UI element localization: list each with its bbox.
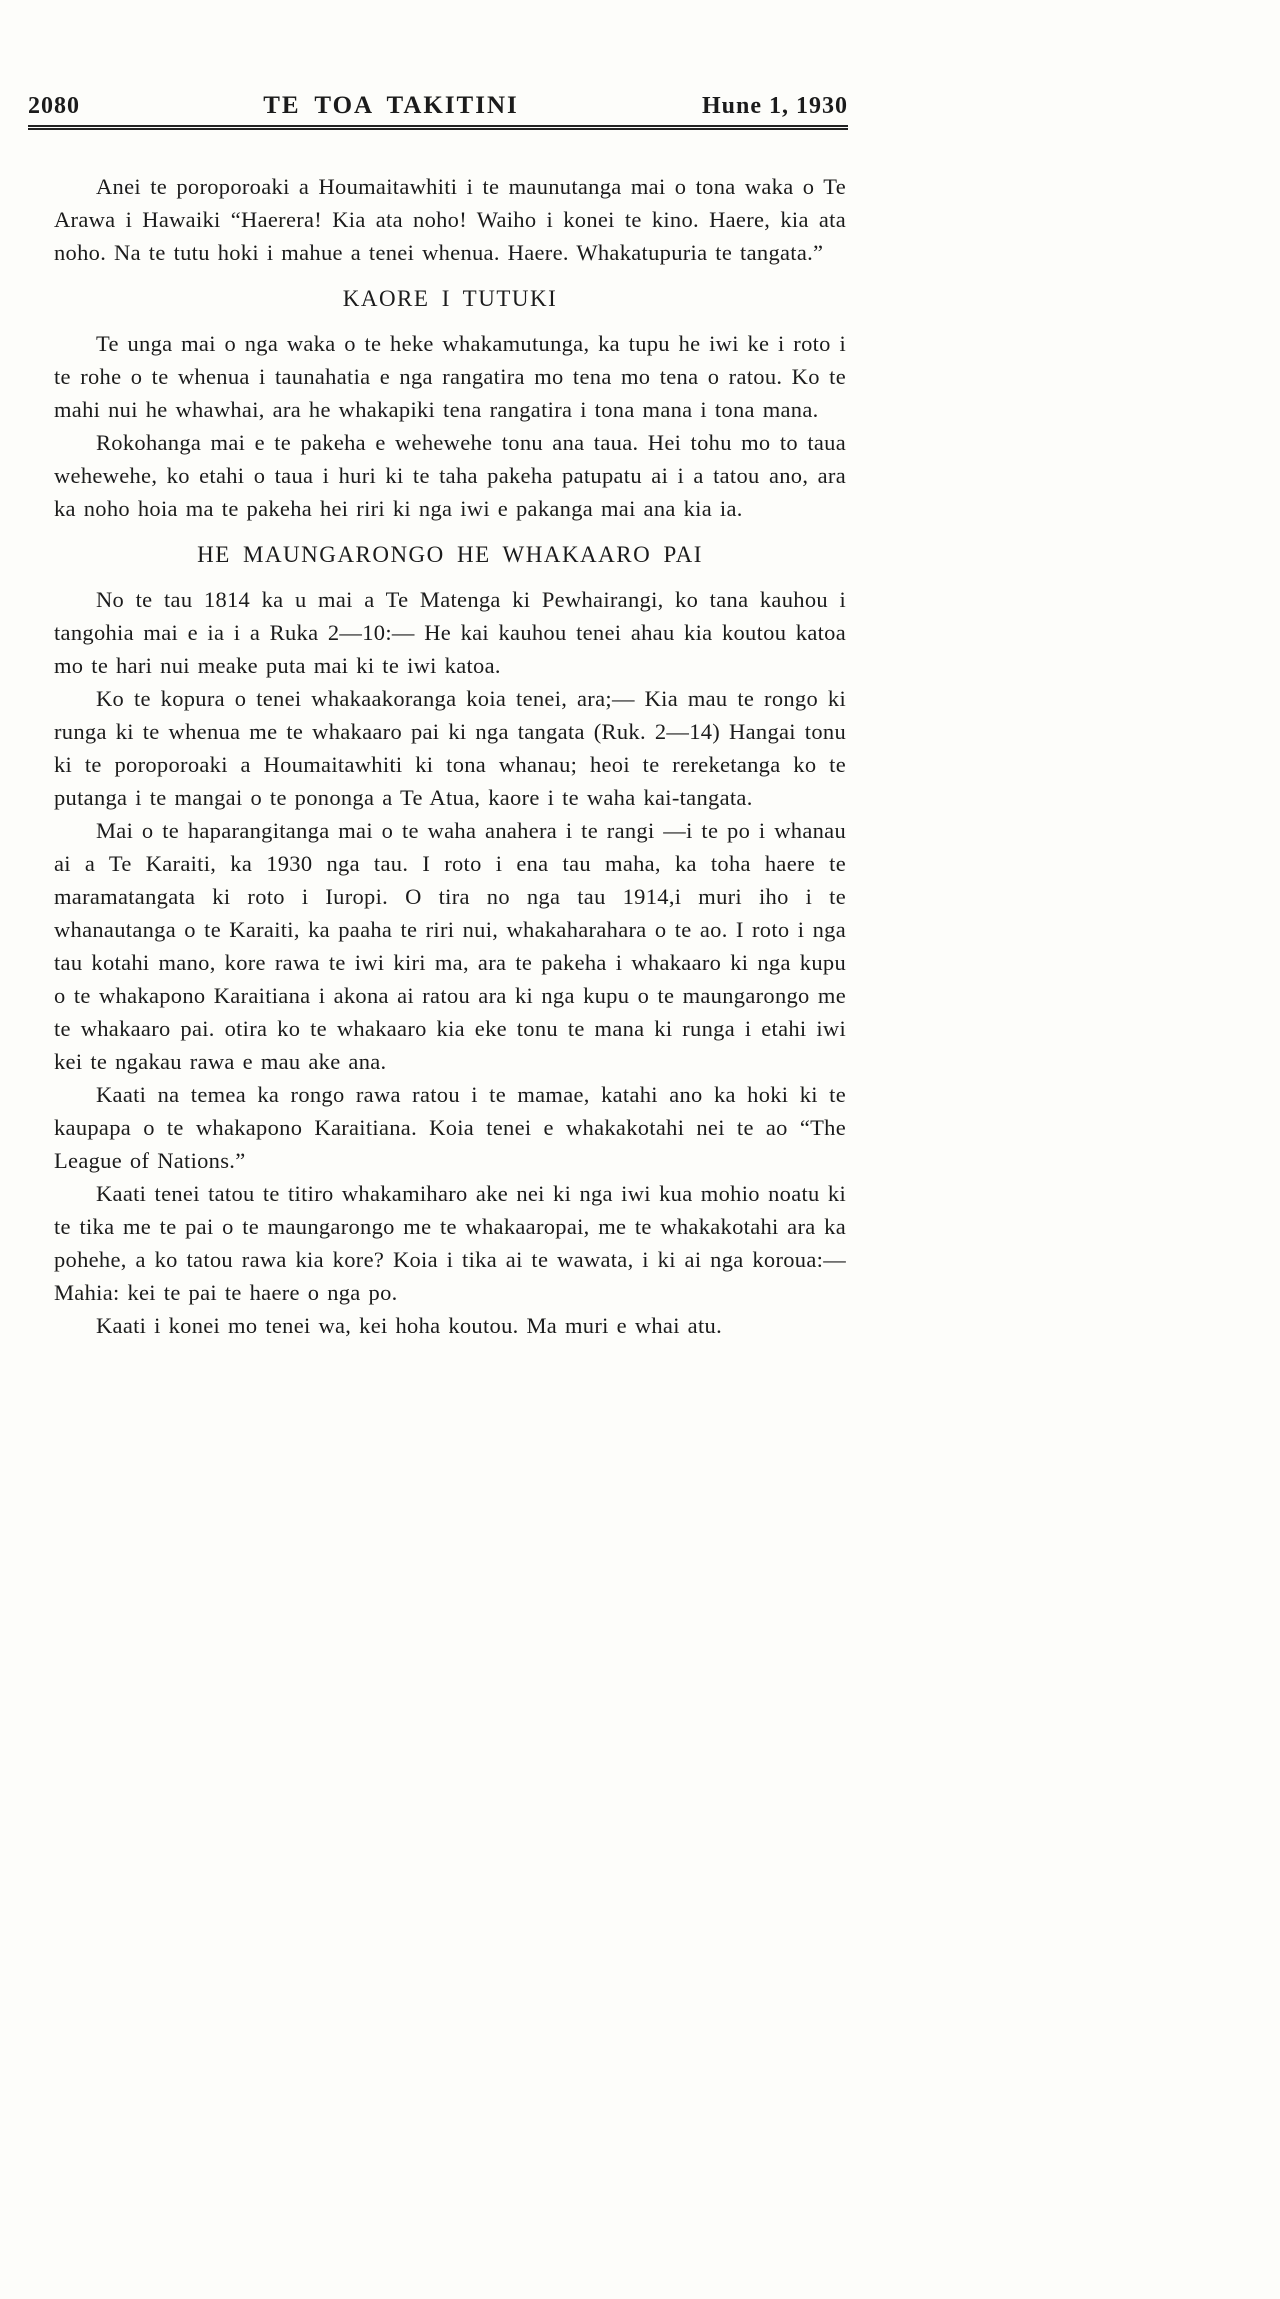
journal-title: TE TOA TAKITINI: [263, 92, 519, 119]
section-heading: HE MAUNGARONGO HE WHAKAARO PAI: [197, 542, 703, 567]
document-page: [28, 92, 848, 1342]
paragraph: No te tau 1814 ka u mai a Te Matenga ki Pewhairangi, ko tana kauhou i tangohia mai e ia i a Ruka 2—10:— He kai kauhou tenei ahau kia koutou katoa mo te hari nui meake puta mai ki te iwi katoa.: [54, 587, 846, 678]
section-heading: KAORE I TUTUKI: [342, 286, 558, 311]
article-body: [54, 170, 846, 1342]
paragraph: Anei te poroporoaki a Houmaitawhiti i te maunutanga mai o tona waka o Te Arawa i Hawaiki “Haerera! Kia ata noho! Waiho i konei te kino. Haere, kia ata noho. Na te tutu hoki i mahue a tenei whenua. Haere. Whakatupuria te tangata.”: [54, 174, 846, 265]
paragraph: Ko te kopura o tenei whakaakoranga koia tenei, ara;— Kia mau te rongo ki runga ki te whenua me te whakaaro pai ki nga tangata (Ruk. 2—14) Hangai tonu ki te poroporoaki a Houmaitawhiti ki tona whanau; heoi te rereketanga ko te putanga i te mangai o te pononga a Te Atua, kaore i te waha kai-tangata.: [54, 686, 846, 810]
page-number: 2080: [28, 93, 80, 119]
issue-date: Hune 1, 1930: [701, 93, 848, 119]
paragraph: Mai o te haparangitanga mai o te waha anahera i te rangi —i te po i whanau ai a Te Karaiti, ka 1930 nga tau. I roto i ena tau maha, ka toha haere te maramatangata ki roto i Iuropi. O tira no nga tau 1914,i muri iho i te whanautanga o te Karaiti, ka paaha te riri nui, whakaharahara o te ao. I roto i nga tau kotahi mano, kore rawa te iwi kiri ma, ara te pakeha i whakaaro ki nga kupu o te whakapono Karaitiana i akona ai ratou ara ki nga kupu o te maungarongo me te whakaaro pai. otira ko te whakaaro kia eke tonu te mana ki runga i etahi iwi kei te ngakau rawa e mau ake ana.: [54, 818, 846, 1074]
paragraph: Kaati tenei tatou te titiro whakamiharo ake nei ki nga iwi kua mohio noatu ki te tika me te pai o te maungarongo me te whakaaropai, me te whakakotahi ara ka pohehe, a ko tatou rawa kia kore? Koia i tika ai te wawata, i ki ai nga koroua:—Mahia: kei te pai te haere o nga po.: [54, 1181, 846, 1305]
paragraph: Kaati i konei mo tenei wa, kei hoha koutou. Ma muri e whai atu.: [96, 1313, 722, 1338]
page-header: [28, 92, 848, 130]
paragraph: Kaati na temea ka rongo rawa ratou i te mamae, katahi ano ka hoki ki te kaupapa o te whakapono Karaitiana. Koia tenei e whakakotahi nei te ao “The League of Nations.”: [54, 1082, 846, 1173]
paragraph: Rokohanga mai e te pakeha e wehewehe tonu ana taua. Hei tohu mo to taua wehewehe, ko etahi o taua i huri ki te taha pakeha patupatu ai i a tatou ano, ara ka noho hoia ma te pakeha hei riri ki nga iwi e pakanga mai ana kia ia.: [54, 430, 846, 521]
paragraph: Te unga mai o nga waka o te heke whakamutunga, ka tupu he iwi ke i roto i te rohe o te whenua i taunahatia e nga rangatira mo tena mo tena o ratou. Ko te mahi nui he whawhai, ara he whakapiki tena rangatira i tona mana i tona mana.: [54, 331, 846, 422]
